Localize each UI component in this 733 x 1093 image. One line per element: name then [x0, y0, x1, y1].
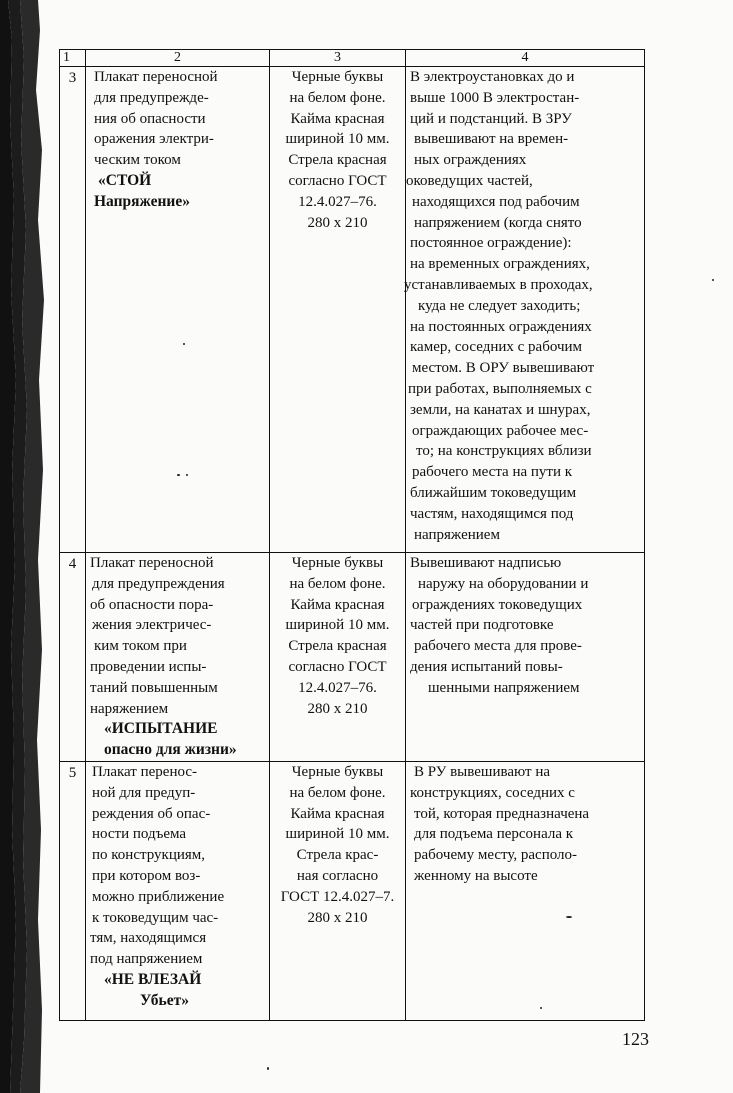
placard-spec-cell — [270, 761, 406, 1020]
placard-title: опасно для жизни» — [104, 741, 237, 759]
description-line: можно приближение — [92, 888, 225, 905]
usage-line: напряжением (когда снято — [414, 214, 582, 231]
spec-line: Черные буквы — [291, 69, 384, 85]
scan-speck — [186, 474, 188, 476]
usage-line: находящихся под рабочим — [412, 193, 580, 210]
spec-line: Стрела красная — [288, 152, 387, 169]
table-row — [60, 761, 645, 1020]
description-line: ности подъема — [92, 826, 187, 843]
spec-line: на белом фоне. — [289, 89, 386, 106]
description-line: таний повышенным — [90, 679, 218, 696]
scan-binding-shadow — [0, 0, 46, 1093]
usage-line: рабочего места для прове- — [414, 638, 582, 655]
scan-speck — [540, 1007, 542, 1009]
placard-title: «НЕ ВЛЕЗАЙ — [104, 970, 202, 988]
usage-line: рабочему месту, располо- — [414, 847, 578, 864]
spec-line: шириной 10 мм. — [285, 617, 390, 634]
placard-title: Убьет» — [140, 991, 189, 1009]
usage-line: оковедущих частей, — [406, 172, 533, 189]
spec-line: Кайма красная — [290, 596, 385, 613]
spec-line: Стрела крас- — [296, 847, 379, 864]
usage-line: напряжением — [414, 526, 500, 543]
usage-line: шенными напряжением — [428, 679, 580, 696]
spec-line: шириной 10 мм. — [285, 826, 390, 843]
usage-line: частей при подготовке — [410, 617, 554, 634]
header-col-1: 1 — [60, 50, 86, 67]
description-line: об опасности пора- — [90, 596, 214, 613]
usage-line: В РУ вывешивают на — [414, 763, 551, 780]
usage-line: женному на высоте — [414, 867, 538, 884]
usage-line: земли, на канатах и шнурах, — [410, 401, 591, 418]
usage-line: ограждениях токоведущих — [412, 596, 583, 613]
row-number: 4 — [60, 553, 86, 762]
placard-usage-cell — [406, 67, 645, 553]
usage-line: для подъема персонала к — [414, 826, 574, 843]
usage-line: выше 1000 В электростан- — [410, 89, 580, 106]
usage-line: той, которая предназначена — [414, 805, 590, 822]
usage-line: постоянное ограждение): — [410, 235, 572, 252]
description-line: реждения об опас- — [92, 805, 211, 822]
usage-line: на временных ограждениях, — [410, 256, 590, 273]
header-col-3: 3 — [270, 50, 406, 67]
row-number: 3 — [60, 67, 86, 553]
usage-line: устанавливаемых в проходах, — [404, 276, 593, 293]
description-line: ния об опасности — [94, 110, 206, 127]
placard-description-cell — [86, 553, 270, 762]
description-line: Плакат переносной — [90, 555, 214, 571]
description-line: под напряжением — [90, 951, 203, 968]
description-line: оражения электри- — [94, 131, 214, 148]
usage-line: вывешивают на времен- — [414, 131, 569, 148]
header-row — [60, 50, 645, 67]
placard-title: «СТОЙ — [98, 171, 152, 189]
usage-line: дения испытаний повы- — [410, 658, 563, 675]
usage-line: частям, находящимся под — [410, 505, 574, 522]
spec-line: на белом фоне. — [289, 784, 386, 801]
spec-line: шириной 10 мм. — [285, 131, 390, 148]
description-line: для предупреждения — [92, 575, 225, 592]
usage-line: при работах, выполняемых с — [408, 380, 592, 397]
spec-line: 280 х 210 — [307, 909, 368, 926]
usage-line: наружу на оборудовании и — [418, 575, 589, 592]
row-number: 5 — [60, 761, 86, 1020]
description-line: при котором воз- — [92, 867, 201, 884]
table-row — [60, 67, 645, 553]
usage-line: камер, соседних с рабочим — [410, 339, 583, 356]
scan-speck — [566, 916, 572, 918]
scan-speck — [177, 474, 180, 476]
description-line: Плакат перенос- — [92, 763, 198, 780]
header-col-4: 4 — [406, 50, 645, 67]
description-line: для предупрежде- — [94, 89, 209, 106]
spec-line: 280 х 210 — [307, 700, 368, 717]
usage-line: ближайшим токоведущим — [410, 484, 577, 501]
usage-line: Вывешивают надписью — [410, 555, 562, 571]
usage-line: конструкциях, соседних с — [410, 784, 575, 801]
description-line: по конструкциям, — [92, 847, 206, 864]
placard-table-container — [59, 49, 644, 1016]
usage-line: ных ограждениях — [414, 152, 527, 169]
page-number: 123 — [622, 1029, 649, 1049]
usage-line: на постоянных ограждениях — [410, 318, 592, 335]
placard-spec-cell — [270, 553, 406, 762]
usage-line: то; на конструкциях вблизи — [416, 443, 592, 460]
spec-line: 280 х 210 — [307, 214, 368, 231]
spec-line: согласно ГОСТ — [288, 172, 387, 189]
table-row — [60, 553, 645, 762]
description-line: наряжением — [90, 700, 169, 717]
spec-line: Кайма красная — [290, 805, 385, 822]
usage-line: куда не следует заходить; — [418, 297, 581, 314]
scan-speck — [712, 279, 714, 281]
usage-line: ций и подстанций. В ЗРУ — [410, 110, 572, 127]
spec-line: ная согласно — [296, 867, 379, 884]
spec-line: Стрела красная — [288, 638, 387, 655]
usage-line: местом. В ОРУ вывешивают — [412, 360, 595, 377]
usage-line: В электроустановках до и — [410, 69, 575, 85]
description-line: ким током при — [94, 638, 187, 655]
safety-placard-table — [59, 49, 645, 1021]
description-line: Плакат переносной — [94, 69, 218, 85]
placard-usage-cell — [406, 553, 645, 762]
header-col-2: 2 — [86, 50, 270, 67]
description-line: ной для предуп- — [92, 784, 196, 801]
placard-title: Напряжение» — [94, 192, 190, 210]
description-line: ческим током — [94, 152, 181, 169]
scan-speck — [183, 343, 185, 345]
spec-line: ГОСТ 12.4.027–7. — [280, 888, 395, 905]
spec-line: 12.4.027–76. — [298, 679, 377, 696]
description-line: тям, находящимся — [90, 930, 207, 947]
spec-line: 12.4.027–76. — [298, 193, 377, 210]
spec-line: Кайма красная — [290, 110, 385, 127]
spec-line: Черные буквы — [291, 555, 384, 571]
description-line: жения электричес- — [92, 617, 212, 634]
placard-description-cell — [86, 67, 270, 553]
spec-line: согласно ГОСТ — [288, 658, 387, 675]
placard-usage-cell — [406, 761, 645, 1020]
placard-description-cell — [86, 761, 270, 1020]
usage-line: ограждающих рабочее мес- — [412, 422, 589, 439]
spec-line: на белом фоне. — [289, 575, 386, 592]
description-line: к токоведущим час- — [92, 909, 219, 926]
placard-title: «ИСПЫТАНИЕ — [104, 720, 218, 738]
description-line: проведении испы- — [90, 658, 207, 675]
scan-speck — [267, 1067, 269, 1070]
placard-spec-cell — [270, 67, 406, 553]
spec-line: Черные буквы — [291, 763, 384, 780]
usage-line: рабочего места на пути к — [412, 464, 573, 481]
